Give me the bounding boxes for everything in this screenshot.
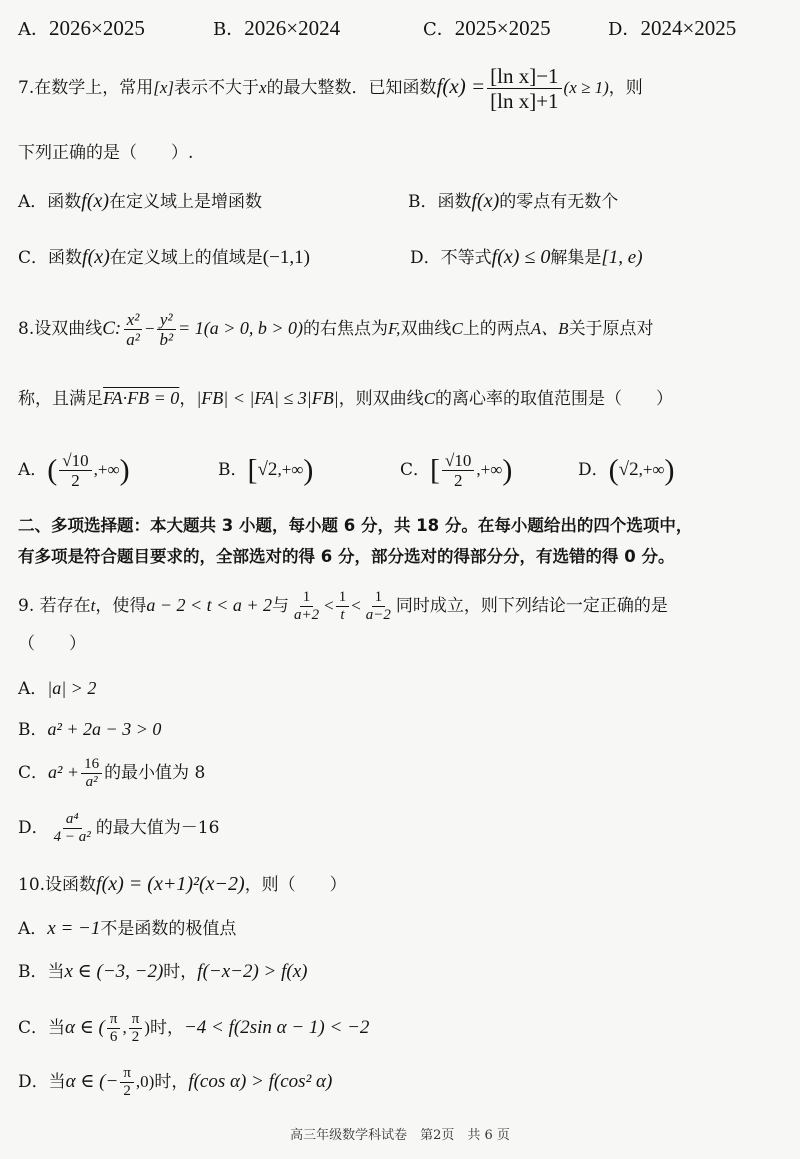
q8-stem-text: 双曲线 bbox=[400, 319, 452, 339]
q8-stem-text: 称，且满足 bbox=[18, 389, 103, 409]
q9-stem-line1 bbox=[18, 583, 782, 628]
q10-option-d-text: 时， bbox=[154, 1072, 189, 1092]
q7-floor-x: [x] bbox=[153, 78, 175, 97]
q8-dot-product: FA·FB = 0 bbox=[103, 388, 180, 408]
q8-option-a-fraction bbox=[59, 451, 91, 490]
q7-domain: (x ≥ 1) bbox=[563, 78, 609, 97]
q10-option-c-close: ) bbox=[144, 1018, 150, 1037]
q10-function: f(x) = (x+1)²(x−2) bbox=[96, 873, 245, 895]
q10-option-a bbox=[18, 917, 782, 941]
section2-heading-line2: 有多项是符合题目要求的，全部选对的得 6 分，部分选对的得部分分，有选错的得 0 分。 bbox=[18, 547, 675, 566]
q10-option-c-frac-2-den: 2 bbox=[131, 1029, 140, 1045]
q7-option-d-math: f(x) ≤ 0 bbox=[491, 246, 551, 268]
q7-stem-line1 bbox=[18, 64, 782, 113]
q10-option-d bbox=[18, 1060, 782, 1104]
q9-option-d-fraction bbox=[51, 811, 94, 846]
q9-option-c-math: a² + bbox=[48, 762, 80, 782]
q10-option-d-close: ,0) bbox=[135, 1072, 155, 1091]
q7-option-d-text: 解集是 bbox=[550, 248, 602, 268]
q7-function: f(x) = bbox=[436, 74, 486, 98]
q8-option-b-label: B． bbox=[218, 460, 248, 480]
q9-stem-text: 若存在 bbox=[39, 596, 91, 616]
q8-option-d-open: ( bbox=[608, 453, 619, 487]
q8-curve-name: C: bbox=[102, 318, 122, 339]
q7-stem-text: 下列正确的是（ ）. bbox=[18, 143, 194, 163]
q8-stem-line2 bbox=[18, 386, 782, 411]
q7-stem-text: 表示不大于 bbox=[174, 78, 260, 98]
q9-stem-text: ，使得 bbox=[95, 596, 147, 616]
q9-number: 9. bbox=[18, 596, 35, 616]
q8-curve-name: C bbox=[451, 319, 463, 338]
q10-option-b bbox=[18, 960, 782, 984]
q9-option-d-num: a⁴ bbox=[63, 811, 82, 829]
page-footer: 高三年级数学科试卷 第2页 共 6 页 bbox=[290, 1128, 510, 1143]
q8-option-b-close: ) bbox=[303, 453, 314, 487]
q6-option-d-value: 2024×2025 bbox=[640, 16, 737, 40]
q8-option-a-label: A． bbox=[18, 460, 48, 480]
q8-option-a-num: √10 bbox=[59, 451, 91, 471]
q8-option-a-den: 2 bbox=[71, 471, 80, 490]
q9-frac-1-den: a+2 bbox=[293, 607, 320, 623]
q10-option-b-text: 当 bbox=[47, 962, 65, 982]
q9-frac-3-den: a−2 bbox=[365, 607, 391, 623]
q9-paren: （ ） bbox=[18, 634, 86, 654]
q8-option-c-tail: ,+∞ bbox=[476, 460, 503, 479]
q9-option-b-math: a² + 2a − 3 > 0 bbox=[47, 719, 162, 739]
q10-stem-text: 设函数 bbox=[45, 875, 97, 895]
q9-frac-2-num: 1 bbox=[336, 589, 350, 607]
q8-stem-text: ，则双曲线 bbox=[338, 389, 424, 409]
q7-option-b-math: f(x) bbox=[471, 190, 500, 212]
q8-fraction-x-den: a² bbox=[126, 330, 140, 349]
q10-option-d-math: f(cos α) > f(cos² α) bbox=[188, 1071, 333, 1092]
q8-stem-text: 设双曲线 bbox=[34, 319, 103, 339]
q9-option-c bbox=[18, 752, 782, 793]
q10-option-c-frac-1 bbox=[107, 1011, 121, 1046]
q10-option-c-frac-2 bbox=[129, 1011, 143, 1046]
q8-option-b-open: [ bbox=[247, 453, 258, 487]
q9-stem-text: 与 bbox=[271, 596, 289, 616]
q8-stem-text: 的右焦点为 bbox=[302, 319, 388, 339]
q8-stem-line1 bbox=[18, 306, 782, 351]
q9-option-d bbox=[18, 806, 782, 850]
q10-option-a-text: 不是函数的极值点 bbox=[100, 919, 237, 939]
q7-option-c-text: 在定义域上的值域是 bbox=[109, 248, 263, 268]
q10-option-d-num: π bbox=[120, 1065, 134, 1083]
q7-option-b-label: B． bbox=[408, 192, 438, 212]
q7-stem-line2 bbox=[18, 141, 782, 165]
q7-option-d-range: [1, e) bbox=[601, 247, 643, 268]
q6-option-c-label: C． bbox=[423, 19, 455, 40]
q8-option-d-sqrt: √2 bbox=[618, 459, 639, 480]
q7-numerator: [ln x]−1 bbox=[487, 64, 561, 89]
q8-equation-tail: = 1(a > 0, b > 0) bbox=[178, 318, 303, 338]
q8-option-d-tail: ,+∞ bbox=[638, 460, 665, 479]
q9-frac-1-num: 1 bbox=[300, 589, 314, 607]
q10-stem bbox=[18, 872, 782, 897]
q7-option-a-label: A． bbox=[18, 192, 48, 212]
q8-stem-text: 关于原点对 bbox=[568, 319, 654, 339]
q9-option-d-text: 的最大值为－16 bbox=[95, 818, 220, 838]
q10-option-c-frac-1-den: 6 bbox=[109, 1029, 118, 1045]
q9-frac-3-num: 1 bbox=[372, 589, 386, 607]
q9-option-b bbox=[18, 717, 782, 742]
q6-option-a-value: 2026×2025 bbox=[49, 16, 145, 40]
q9-option-a bbox=[18, 676, 782, 701]
q7-option-c-text: 函数 bbox=[48, 248, 83, 268]
q7-option-c-math: f(x) bbox=[82, 246, 110, 268]
q7-option-b-text: 的零点有无数个 bbox=[499, 192, 619, 212]
q8-comma: ， bbox=[179, 389, 197, 409]
q7-stem-text: 在数学上，常用 bbox=[34, 78, 154, 98]
q9-stem-text: 同时成立，则下列结论一定正确的是 bbox=[395, 596, 668, 616]
q7-denominator: [ln x]+1 bbox=[490, 89, 559, 113]
q9-option-c-fraction bbox=[81, 756, 102, 791]
q8-option-c-num: √10 bbox=[442, 451, 474, 471]
q7-fraction bbox=[487, 64, 561, 113]
q9-frac-1 bbox=[291, 589, 322, 624]
q10-option-a-math: x = −1 bbox=[47, 918, 101, 939]
q9-less-than: < bbox=[351, 596, 361, 615]
q10-option-d-fraction bbox=[120, 1065, 134, 1100]
q10-option-b-label: B． bbox=[18, 962, 48, 982]
q10-option-d-math: α ∈ (− bbox=[65, 1071, 119, 1092]
q8-fraction-y-num: y² bbox=[157, 310, 176, 330]
q8-option-c-fraction bbox=[442, 451, 474, 490]
q8-focus: F, bbox=[387, 319, 401, 338]
q10-option-d-text: 当 bbox=[48, 1072, 66, 1092]
q9-option-a-label: A． bbox=[18, 679, 48, 699]
section2-heading-line1: 二、多项选择题：本大题共 3 小题，每小题 6 分，共 18 分。在每小题给出的四个选项中， bbox=[18, 516, 693, 535]
q8-fraction-x-num: x² bbox=[124, 310, 143, 330]
q9-option-c-num: 16 bbox=[81, 756, 102, 774]
q8-fraction-x bbox=[123, 310, 143, 349]
q9-frac-2 bbox=[336, 589, 350, 624]
q7-option-a-text: 在定义域上是增函数 bbox=[109, 192, 263, 212]
q10-stem-text: ，则（ ） bbox=[244, 875, 347, 895]
q8-option-c-open: [ bbox=[430, 453, 441, 487]
q7-option-c-label: C． bbox=[18, 248, 49, 268]
q9-option-c-den: a² bbox=[85, 774, 98, 790]
q8-fraction-y-den: b² bbox=[159, 330, 174, 349]
q9-option-c-text: 的最小值为 8 bbox=[104, 763, 206, 783]
q7-option-d-text: 不等式 bbox=[440, 248, 492, 268]
q8-option-a-close: ) bbox=[119, 453, 130, 487]
q10-option-c-label: C． bbox=[18, 1018, 49, 1038]
q10-option-d-label: D． bbox=[18, 1072, 49, 1092]
q6-option-a-label: A． bbox=[18, 19, 49, 40]
q8-option-d-close: ) bbox=[664, 453, 675, 487]
q8-curve-name: C bbox=[423, 389, 436, 408]
q6-option-c-value: 2025×2025 bbox=[454, 16, 551, 40]
q7-option-a-math: f(x) bbox=[81, 190, 110, 212]
q9-option-a-math: |a| > 2 bbox=[47, 678, 97, 698]
q7-option-c-range: (−1,1) bbox=[262, 247, 310, 268]
q6-option-b-label: B． bbox=[213, 19, 245, 40]
q10-option-c-frac-1-num: π bbox=[107, 1011, 121, 1029]
q9-option-b-label: B． bbox=[18, 720, 48, 740]
q8-option-d-label: D． bbox=[578, 460, 609, 480]
q10-option-d-den: 2 bbox=[123, 1083, 131, 1099]
q8-stem-text: 的离心率的取值范围是（ ） bbox=[435, 389, 674, 409]
q8-stem-text: 上的两点 bbox=[462, 319, 531, 339]
q10-option-c-text: 当 bbox=[48, 1018, 66, 1038]
q8-number: 8. bbox=[18, 319, 35, 339]
q10-number: 10. bbox=[18, 875, 46, 895]
q10-option-c-text: 时， bbox=[149, 1018, 184, 1038]
q9-frac-2-den: t bbox=[340, 607, 345, 623]
q8-option-a-tail: ,+∞ bbox=[93, 460, 120, 479]
q6-option-b-value: 2026×2024 bbox=[244, 16, 341, 40]
q8-minus: − bbox=[144, 319, 155, 338]
q10-option-c-math: −4 < f(2sin α − 1) < −2 bbox=[183, 1017, 370, 1038]
q10-option-c-frac-2-num: π bbox=[129, 1011, 143, 1029]
q6-option-d-label: D． bbox=[608, 19, 641, 40]
q9-frac-3 bbox=[363, 589, 394, 624]
q8-option-b-sqrt: √2 bbox=[257, 459, 278, 480]
q7-stem-text: ，则 bbox=[608, 78, 643, 98]
q9-option-d-label: D． bbox=[18, 818, 49, 838]
q7-option-b-text: 函数 bbox=[437, 192, 472, 212]
q9-less-than: < bbox=[324, 596, 334, 615]
q10-option-b-text: 时， bbox=[163, 962, 198, 982]
q10-option-c bbox=[18, 1006, 782, 1050]
q10-option-c-math: α ∈ ( bbox=[65, 1017, 105, 1038]
q8-points: A、B bbox=[530, 319, 569, 338]
q8-option-c-label: C． bbox=[400, 460, 431, 480]
q10-option-b-math: x ∈ (−3, −2) bbox=[64, 961, 164, 982]
q9-option-c-label: C． bbox=[18, 763, 49, 783]
q7-number: 7. bbox=[18, 78, 35, 98]
q8-option-c-close: ) bbox=[502, 453, 513, 487]
q9-option-d-den: 4 − a² bbox=[53, 829, 91, 845]
q7-stem-text: 的最大整数．已知函数 bbox=[266, 78, 437, 98]
q10-option-b-math: f(−x−2) > f(x) bbox=[197, 961, 308, 982]
q10-option-a-label: A． bbox=[18, 919, 48, 939]
q8-inequality: |FB| < |FA| ≤ 3|FB| bbox=[196, 388, 339, 408]
q8-option-a-open: ( bbox=[47, 453, 58, 487]
q8-option-c-den: 2 bbox=[453, 471, 463, 490]
q10-option-c-comma: , bbox=[122, 1018, 127, 1037]
q9-inequality-1: a − 2 < t < a + 2 bbox=[146, 595, 272, 615]
q8-option-b-tail: ,+∞ bbox=[277, 460, 304, 479]
q7-x: x bbox=[259, 78, 267, 97]
q7-option-d-label: D． bbox=[410, 248, 441, 268]
q7-option-a-text: 函数 bbox=[47, 192, 82, 212]
q9-t: t bbox=[90, 596, 96, 615]
q8-fraction-y bbox=[156, 310, 176, 349]
